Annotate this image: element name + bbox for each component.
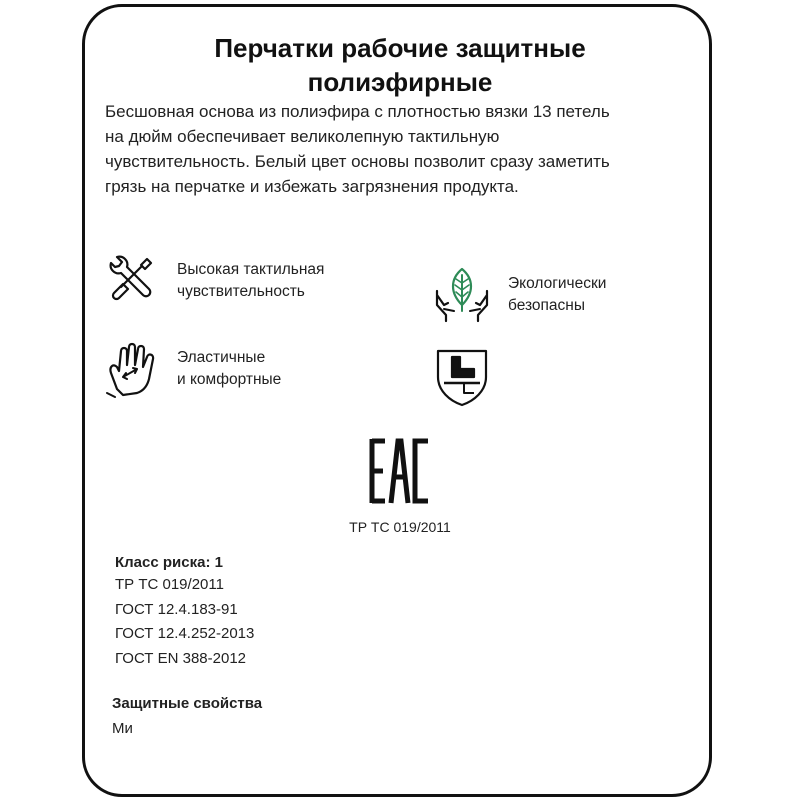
feature-tactile-line-2: чувствительность [177, 283, 305, 300]
page-title [85, 31, 715, 99]
spec-line: ТР ТС 019/2011 [115, 576, 224, 593]
eco-leaf-hands-icon [434, 265, 490, 325]
feature-elastic-line-2: и комфортные [177, 371, 282, 388]
feature-protection [434, 347, 490, 407]
feature-eco-line-2: безопасны [508, 297, 586, 314]
specs-block [115, 554, 254, 671]
protective-value: Ми [112, 720, 133, 737]
wrench-screwdriver-icon [103, 251, 159, 311]
eac-certification [85, 437, 715, 535]
stretch-glove-icon [103, 339, 159, 399]
feature-elastic [103, 339, 281, 399]
protective-heading: Защитные свойства [112, 695, 263, 712]
description-line-3: чувствительность. Белый цвет основы позволит сразу заметить [105, 152, 610, 171]
feature-eco-line-1: Экологически [508, 275, 607, 292]
spec-line: ГОСТ EN 388-2012 [115, 649, 247, 667]
title-line-1: Перчатки рабочие защитные [214, 33, 586, 63]
product-card [82, 4, 712, 797]
title-line-2: полиэфирные [307, 67, 493, 97]
feature-tactile [103, 251, 324, 311]
protection-shield-icon [434, 347, 490, 407]
description-line-2: на дюйм обеспечивает великолепную тактильную [105, 127, 500, 146]
spec-line: ГОСТ 12.4.183-91 [115, 600, 238, 618]
product-description [105, 99, 705, 199]
description-line-1: Бесшовная основа из полиэфира с плотностью вязки 13 петель [105, 102, 610, 121]
eac-mark-icon [369, 437, 431, 505]
description-line-4: грязь на перчатке и избежать загрязнения продукта. [105, 177, 519, 196]
feature-elastic-line-1: Эластичные [177, 349, 266, 366]
eac-standard-label: ТР ТС 019/2011 [349, 519, 451, 535]
protective-properties [112, 695, 262, 737]
feature-eco [434, 265, 606, 325]
feature-tactile-line-1: Высокая тактильная [177, 261, 325, 278]
spec-line: ГОСТ 12.4.252-2013 [115, 625, 255, 642]
risk-class: Класс риска: 1 [115, 554, 223, 571]
